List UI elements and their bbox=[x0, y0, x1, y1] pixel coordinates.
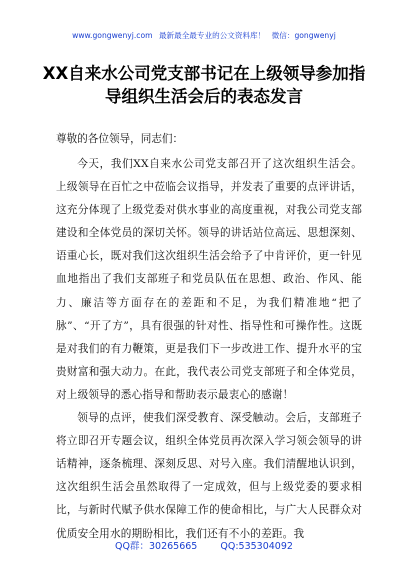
header-wechat: 微信：gongwenyj bbox=[271, 31, 336, 40]
document-title: XX自来水公司党支部书记在上级领导参加指导组织生活会后的表态发言 bbox=[42, 64, 366, 106]
header-slogan: 最新最全最专业的公文资料库！ bbox=[158, 31, 266, 40]
footer-qq: QQ:535304092 bbox=[220, 541, 293, 552]
page-header bbox=[0, 30, 408, 41]
document-body bbox=[56, 128, 362, 546]
salutation: 尊敬的各位领导，同志们： bbox=[56, 133, 184, 145]
page-footer bbox=[0, 538, 408, 552]
header-site-link[interactable]: www.gongwenyj.com bbox=[72, 31, 153, 40]
paragraph-1: 今天，我们XX自来水公司党支部召开了这次组织生活会。上级领导在百忙之中莅临会议指导，并发表了重要的点评讲话，这充分体现了上级党委对供水事业的高度重视，对我公司党支部建设和全体党员的深切关怀。领导的讲话站位高远、思想深刻、语重心长，既对我们这次组织生活会给予了中肯评价，更一针见血地指出了我们支部班子和党员队伍在思想、政治、作风、能力、廉洁等方面存在的差距和不足，为我们精准地“把了脉”、“开了方”，具有很强的针对性、指导性和可操作性。这既是对我们的有力鞭策，更是我们下一步改进工作、提升水平的宝贵财富和强大动力。在此，我代表公司党支部班子和全体党员，对上级领导的悉心指导和帮助表示最衷心的感谢！ bbox=[56, 158, 362, 401]
footer-qq-group: QQ群：30265665 bbox=[115, 541, 198, 552]
paragraph-2: 领导的点评，使我们深受教育、深受触动。会后，支部班子将立即召开专题会议，组织全体党员再次深入学习领会领导的讲话精神，逐条梳理、深刻反思、对号入座。我们清醒地认识到，这次组织生活会虽然取得了一定成效，但与上级党委的要求相比，与新时代赋予供水保障工作的使命相比，与广大人民群众对优质安全用水的期盼相比，我们还有不小的差距。我 bbox=[56, 412, 362, 540]
